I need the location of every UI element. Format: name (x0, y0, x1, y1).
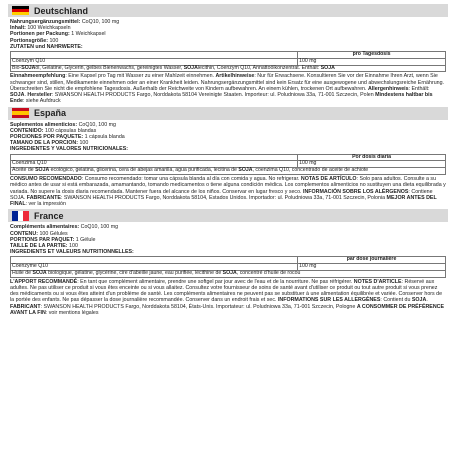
table-header-row (11, 52, 446, 59)
info-label: Portionsgröße: (10, 37, 48, 44)
section-germany (8, 4, 448, 105)
section-title: Deutschland (34, 5, 89, 16)
paragraph-text: : voir mentions légales (45, 309, 99, 316)
info-label: PORCIONES POR PAQUETE: (10, 134, 84, 141)
usage-paragraph (10, 279, 446, 317)
paragraph-text: : Solo para adultos. Consulte a su médico antes de usar si está embarazada, amamantando, tomando medicamentos o tiene alguna condición médica. Los complementos alimenticios no sustituyen una dieta equilibrada y variada. No supere la dosis diaria recomendada. Mantener fuera del alcance de los niños. Conservar en lugar fresco y seco. (10, 176, 446, 195)
product-info-lines (10, 122, 446, 153)
table-row (11, 65, 446, 72)
nutrition-table (10, 154, 446, 175)
nutrition-table (10, 51, 446, 72)
table-header-blank (11, 154, 298, 161)
paragraph-text: : siehe Aufdruck (22, 98, 61, 105)
info-value: 1 cápsula blanda (83, 134, 125, 141)
info-value: 100 Weichkapseln (25, 25, 71, 32)
paragraph-heading: Hersteller (27, 92, 52, 99)
paragraph-heading: Allergenhinweis (367, 85, 409, 92)
info-value: 100 (67, 242, 78, 249)
info-label: TAMAÑO DE LA PORCIÓN: (10, 140, 78, 147)
allergen-soy: SOJA (222, 269, 237, 276)
paragraph-heading: NOTAS DE ARTÍCULO (300, 176, 357, 183)
paragraph-text: : Enthält: (408, 85, 430, 92)
nutrient-amount: 100 mg (298, 161, 446, 168)
ingredients-text: ecológico, gelatina, glicerina, cera de abejas amarilla, agua purificada, lecitina de (49, 167, 239, 174)
allergen-label: Enthält: (301, 64, 320, 71)
ingredients-cell (11, 168, 446, 175)
info-label: Compléments alimentaires: (10, 224, 80, 231)
paragraph-heading: SOJA (10, 92, 25, 99)
paragraph-text: : Eine Kapsel pro Tag mit Wasser zu einer Mahlzeit einnehmen. (65, 73, 216, 80)
paragraph-text: : Réservé aux adultes. Ne pas utiliser ce produit si vous êtes enceinte ou si vous allaitez. Consultez votre fournisseur de soins de santé avant d'utiliser ce produit ou tout autre produit si vous prenez des médicaments ou si vous êtes atteint d'un problème de santé. Les compléments alimentaires ne peuvent pas se substituer à une alimentation équilibrée et variée. Conserver hors de la portée des enfants. Ne pas dépasser la dose journalière recommandée. Conserver dans un endroit frais et sec. (10, 278, 443, 304)
info-label: PORTIONS PAR PAQUET: (10, 236, 75, 243)
info-line (10, 44, 446, 50)
label-document (8, 0, 448, 316)
paragraph-heading: Artikelhinweise (215, 73, 255, 80)
paragraph-heading: CONSUMO RECOMENDADO (10, 176, 82, 183)
allergen-soy: SOJA (183, 64, 198, 71)
paragraph-heading: MEJOR ANTES DEL FINAL (10, 194, 437, 208)
paragraph-text: . (426, 297, 428, 304)
info-label: Suplementos alimenticios: (10, 121, 78, 128)
ingredients-text: , coenzima Q10, concentrado de aceite de achiote (252, 167, 369, 174)
paragraph-text: : SWANSON HEALTH PRODUCTS Fargo, Norddakota 58104, Estados Unidos. Importador: ul. Poludniowa 33a, 71-001 Szczecin, Polonia (60, 194, 387, 201)
nutrient-amount: 100 mg (298, 58, 446, 65)
section-title: France (34, 210, 64, 221)
ingredients-text: Huile de (12, 269, 33, 276)
paragraph-heading: FABRICANTE (26, 194, 61, 201)
info-line (10, 249, 446, 255)
paragraph-heading: SOJA (411, 297, 427, 304)
allergen-soy: SOJA (21, 64, 36, 71)
paragraph-heading: FABRICANT (10, 303, 41, 310)
paragraph-heading: A CONSOMMER DE PRÉFÉRENCE AVANT LA FIN (10, 303, 445, 316)
paragraph-text: : Contient du (380, 297, 412, 304)
table-header-row (11, 154, 446, 161)
paragraph-heading: L'APPORT RECOMMANDÉ (10, 278, 78, 285)
table-row (11, 270, 446, 277)
paragraph-text: . (24, 92, 28, 99)
info-label: ZUTATEN und NÄHRWERTE: (10, 43, 83, 50)
ingredients-text: , concentré d'huile de rocou (236, 269, 301, 276)
flag-icon (12, 211, 29, 221)
nutrient-name: Coenzym Q10 (11, 58, 298, 65)
section-spain (8, 107, 448, 208)
table-row (11, 168, 446, 175)
ingredients-text: lecithin, Coenzym Q10, Annattoölkonzentrat. (197, 64, 301, 71)
info-value: CoQ10, 100 mg (77, 121, 116, 128)
nutrient-name: Coenzima Q10 (11, 161, 298, 168)
flag-icon (12, 108, 29, 118)
info-value: 1 Gélule (74, 236, 96, 243)
info-value: 100 (77, 140, 89, 147)
info-value: 100 (47, 37, 59, 44)
usage-paragraph (10, 176, 446, 207)
product-info-lines (10, 224, 446, 255)
allergen-soy: SOJA (35, 167, 50, 174)
section-header (8, 107, 448, 120)
info-value: CoQ10, 100 mg (79, 224, 119, 231)
info-value: CoQ10, 100 mg (80, 19, 120, 25)
ingredients-text: öl, Gelatine, Glycerin, gelbes Bienenwachs, gereinigtes Wasser, (35, 64, 184, 71)
nutrient-name: Coenzyme Q10 (11, 264, 298, 271)
section-body (8, 17, 448, 105)
flag-stripe-3 (23, 211, 29, 221)
section-france (8, 209, 448, 316)
usage-paragraph (10, 73, 446, 104)
section-title: España (34, 108, 67, 119)
ingredients-cell (11, 65, 446, 72)
product-info-lines (10, 19, 446, 50)
paragraph-text: : SWANSON HEALTH PRODUCTS Fargo, Norddakota 58104 Vereinigte Staaten. Importeur: ul. Poludniowa 33a, 71-001 Szczecin, Polen (51, 92, 376, 99)
ingredients-text: biologique, gélatine, glycérine, cire d'abeille jaune, eau purifiée, lécithine de (46, 269, 223, 276)
info-value: 100 Gélules (37, 230, 68, 237)
paragraph-heading: INFORMATIONS SUR LES ALLERGÈNES (277, 297, 381, 304)
info-label: INGREDIENTES Y VALORES NUTRICIONALES: (10, 146, 129, 153)
nutrition-table (10, 256, 446, 277)
paragraph-heading: Mindestens haltbar bis Ende (10, 92, 433, 105)
paragraph-text: : Nur für Erwachsene. Konsultieren Sie vor der Einnahme Ihren Arzt, wenn Sie schwanger sind, stillen, Medikamente einnehmen oder an einer Krankheit leiden. Nahrungsergänzungsmittel sind kein Ersatz für eine ausgewogene und abwechslungsreiche Ernährung. Überschreiten Sie nicht die empfohlene Tagesdosis. Außerhalb der Reichweite von Kindern aufbewahren. An einem kühlen, trockenen Ort aufbewahren. (10, 73, 445, 92)
paragraph-text: : ver la impresión (25, 201, 66, 208)
paragraph-heading: NOTES D'ARTICLE (353, 278, 402, 285)
info-label: Inhalt: (10, 25, 26, 32)
table-header-daily-dose: Por dosis diaria (298, 154, 446, 161)
info-label: CONTENU: (10, 230, 38, 237)
info-label: INGRÉDIENTS ET VALEURS NUTRITIONNELLES: (10, 249, 134, 256)
paragraph-text: : Consumo recomendado: tomar una cápsula blanda al día con comida y agua. No refrigerar. (81, 176, 301, 183)
table-header-row (11, 257, 446, 264)
nutrient-amount: 100 mg (298, 264, 446, 271)
allergen-soy: SOJA (238, 167, 253, 174)
ingredients-text: Aceite de (12, 167, 36, 174)
section-body (8, 120, 448, 208)
info-label: Nahrungsergänzungsmittel: (10, 19, 81, 25)
info-label: Portionen per Packung: (10, 31, 70, 38)
table-header-blank (11, 52, 298, 59)
info-value: 100 cápsulas blandas (43, 127, 97, 134)
info-label: TAILLE DE LA PARTIE: (10, 242, 68, 249)
ingredients-cell (11, 270, 446, 277)
allergen-soy: SOJA (32, 269, 47, 276)
info-value: 1 Weichkapsel (69, 31, 106, 38)
paragraph-text: : Contiene SOJA. (10, 188, 433, 201)
allergen-value: SOJA (320, 64, 335, 71)
info-line (10, 146, 446, 152)
table-header-daily-dose: par dose journalière (298, 257, 446, 264)
flag-stripe-3 (12, 12, 29, 15)
paragraph-text: : En tant que complément alimentaire, prendre une softgel par jour avec de l'eau et de la nourriture. Ne pas réfrigérer. (77, 278, 354, 285)
section-header (8, 209, 448, 222)
paragraph-text: : SWANSON HEALTH PRODUCTS Fargo, Norddakota 58104, États-Unis. Importateur: ul. Poludniowa 33a, 71-001 Szczecin, Pologne (40, 303, 357, 310)
section-header (8, 4, 448, 17)
section-body (8, 222, 448, 316)
info-label: CONTENIDO: (10, 127, 44, 134)
table-header-blank (11, 257, 298, 264)
flag-icon (12, 6, 29, 16)
ingredients-text: Bio- (12, 64, 22, 71)
paragraph-heading: Einnahmeempfehlung (10, 73, 66, 80)
flag-stripe-3 (12, 115, 29, 118)
table-header-daily-dose: pro Tagesdosis (298, 52, 446, 59)
paragraph-heading: INFORMACIÓN SOBRE LOS ALÉRGENOS (302, 188, 409, 195)
